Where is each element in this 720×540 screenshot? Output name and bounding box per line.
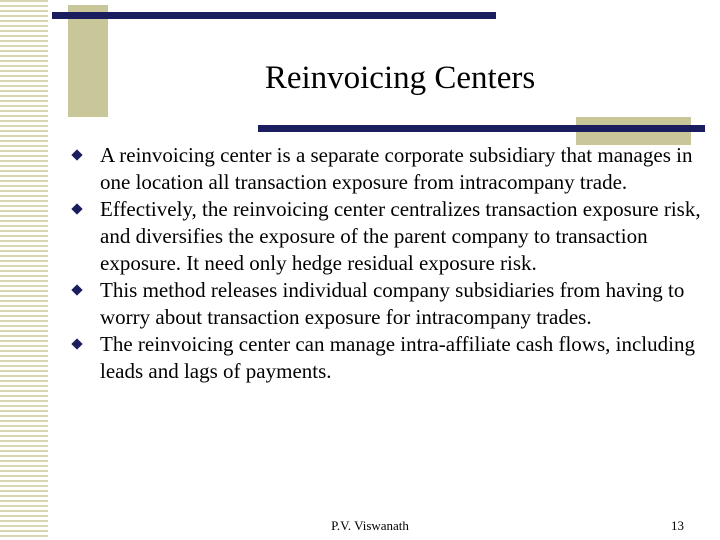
slide-title: Reinvoicing Centers: [264, 60, 536, 96]
decorative-top-bar: [52, 12, 496, 19]
diamond-bullet-icon: [71, 203, 82, 214]
page-number: 13: [671, 518, 684, 533]
decorative-left-stripes: [0, 0, 48, 540]
bullet-text: Effectively, the reinvoicing center centralizes transaction exposure risk, and diversifies the exposure of the parent company to transaction exposure. It need only hedge residual exposure risk.: [100, 197, 701, 275]
bullet-item: [73, 277, 713, 331]
diamond-bullet-icon: [71, 149, 82, 160]
bullet-list: [73, 142, 713, 385]
bullet-item: [73, 331, 713, 385]
bullet-item: [73, 142, 713, 196]
bullet-text: The reinvoicing center can manage intra-affiliate cash flows, including leads and lags of payments.: [100, 332, 695, 383]
footer-author: P.V. Viswanath: [331, 518, 409, 533]
bullet-text: This method releases individual company subsidiaries from having to worry about transaction exposure for intracompany trades.: [100, 278, 685, 329]
diamond-bullet-icon: [71, 338, 82, 349]
diamond-bullet-icon: [71, 284, 82, 295]
decorative-bottom-bar: [258, 125, 705, 132]
bullet-text: A reinvoicing center is a separate corporate subsidiary that manages in one location all transaction exposure from intracompany trade.: [100, 143, 693, 194]
bullet-item: [73, 196, 713, 277]
